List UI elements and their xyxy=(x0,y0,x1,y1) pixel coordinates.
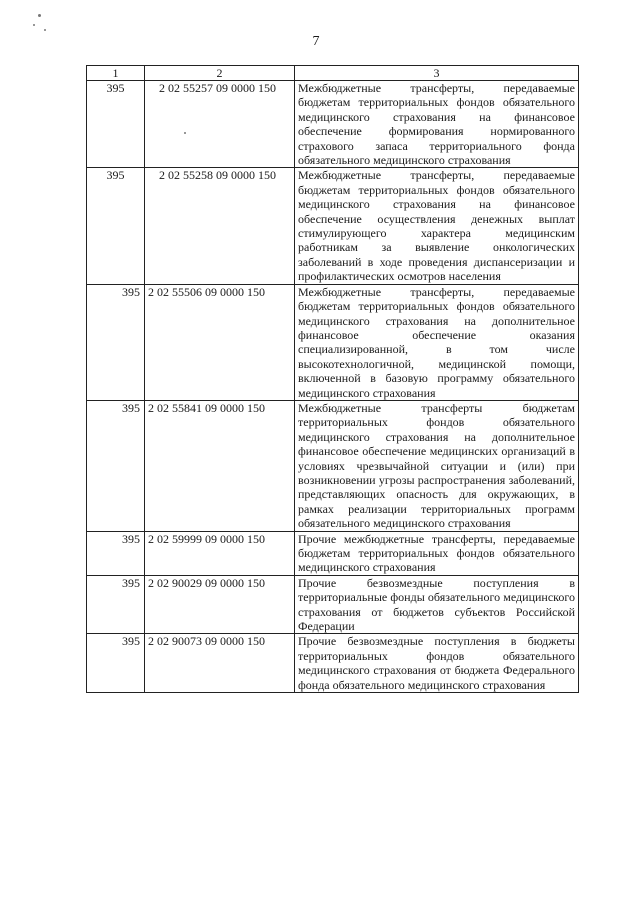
description-cell: Прочие межбюджетные трансферты, передаваемые бюджетам территориальных фондов обязательного медицинского страхования xyxy=(295,531,579,575)
description-cell: Межбюджетные трансферты, передаваемые бюджетам территориальных фондов обязательного медицинского страхования на финансовое обеспечение осуществления денежных выплат стимулирующего характера медицинским работникам за выявление онкологических заболеваний в ходе проведения диспансеризации и профилактических осмотров населения xyxy=(295,168,579,284)
kbk-code-cell: 2 02 90073 09 0000 150 xyxy=(145,634,295,693)
description-cell: Прочие безвозмездные поступления в бюджеты территориальных фондов обязательного медицинского страхования от бюджета Федерального фонда обязательного медицинского страхования xyxy=(295,634,579,693)
kbk-code-cell: 2 02 55506 09 0000 150 xyxy=(145,284,295,400)
admin-code-cell: 395 xyxy=(87,634,145,693)
column-header-2: 2 xyxy=(145,66,295,81)
scan-speck xyxy=(44,29,46,31)
admin-code-cell: 395 xyxy=(87,531,145,575)
table-row xyxy=(87,284,579,400)
column-header-3: 3 xyxy=(295,66,579,81)
kbk-code-cell: 2 02 90029 09 0000 150 xyxy=(145,575,295,634)
description-cell: Межбюджетные трансферты, передаваемые бюджетам территориальных фондов обязательного медицинского страхования на дополнительное финансовое обеспечение оказания специализированной, в том числе высокотехнологичной, медицинской помощи, включенной в базовую программу обязательного медицинского страхования xyxy=(295,284,579,400)
table-row xyxy=(87,575,579,634)
table-row xyxy=(87,634,579,693)
description-cell: Прочие безвозмездные поступления в территориальные фонды обязательного медицинского страхования от бюджетов субъектов Российской Федерации xyxy=(295,575,579,634)
admin-code-cell: 395 xyxy=(87,284,145,400)
admin-code-cell: 395 xyxy=(87,400,145,531)
table-header-row xyxy=(87,66,579,81)
scan-speck xyxy=(38,14,41,17)
admin-code-cell: 395 xyxy=(87,81,145,168)
scan-speck xyxy=(33,24,35,26)
column-header-1: 1 xyxy=(87,66,145,81)
admin-code-cell: 395 xyxy=(87,168,145,284)
kbk-code-cell: 2 02 55258 09 0000 150 xyxy=(145,168,295,284)
admin-code-cell: 395 xyxy=(87,575,145,634)
kbk-code-cell: 2 02 55841 09 0000 150 xyxy=(145,400,295,531)
table-row xyxy=(87,531,579,575)
table-row xyxy=(87,400,579,531)
page-number: 7 xyxy=(312,34,320,49)
budget-revenue-table xyxy=(86,65,579,693)
table-row xyxy=(87,81,579,168)
description-cell: Межбюджетные трансферты, передаваемые бюджетам территориальных фондов обязательного медицинского страхования на финансовое обеспечение формирования нормированного страхового запаса территориального фонда обязательного медицинского страхования xyxy=(295,81,579,168)
kbk-code-cell: 2 02 55257 09 0000 150 xyxy=(145,81,295,168)
table-row xyxy=(87,168,579,284)
kbk-code-cell: 2 02 59999 09 0000 150 xyxy=(145,531,295,575)
description-cell: Межбюджетные трансферты бюджетам территориальных фондов обязательного медицинского страхования на дополнительное финансовое обеспечение медицинских организаций в условиях чрезвычайной ситуации и (или) при возникновении угрозы распространения заболеваний, представляющих опасность для окружающих, в рамках реализации территориальных программ обязательного медицинского страхования xyxy=(295,400,579,531)
